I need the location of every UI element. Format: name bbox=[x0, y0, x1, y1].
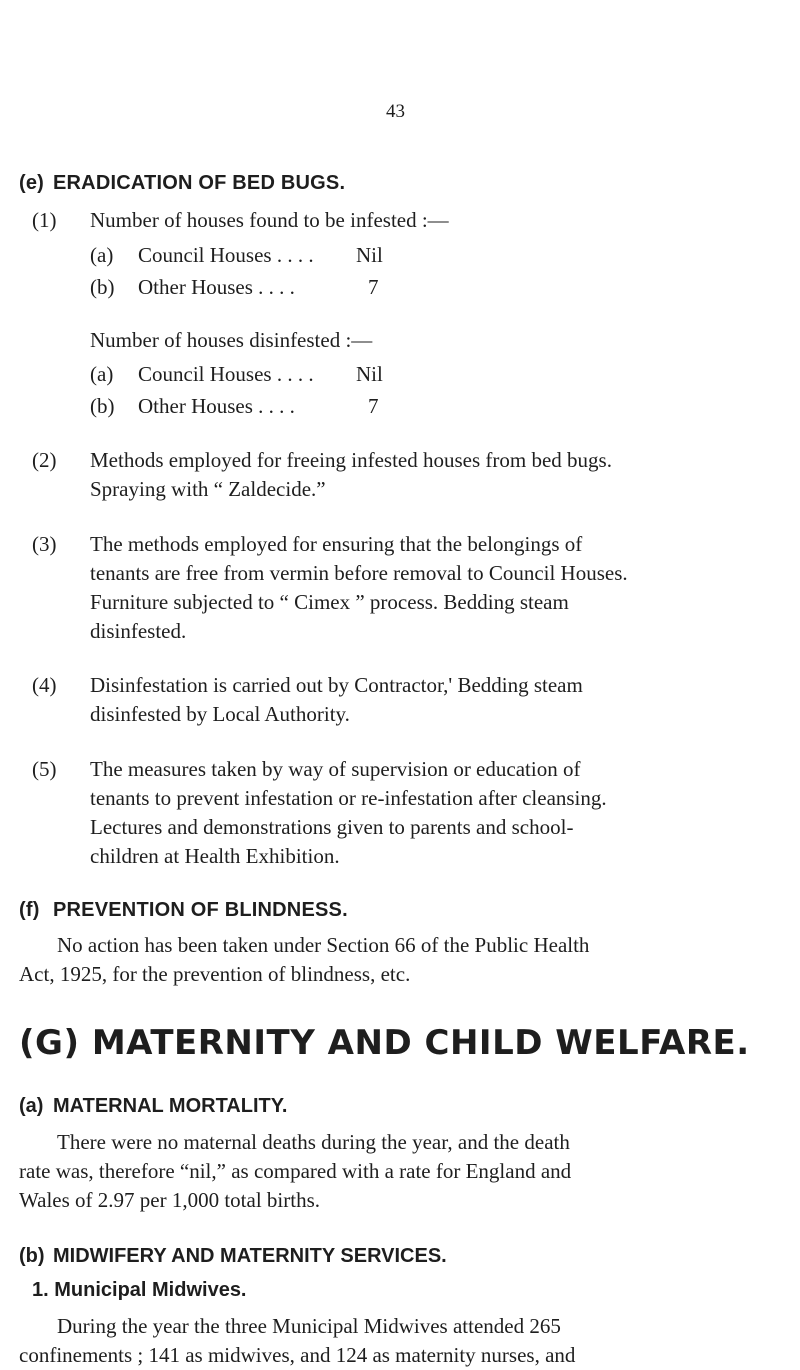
section-g-a-title: MATERNAL MORTALITY. bbox=[53, 1095, 288, 1117]
item-5-line-1: The measures taken by way of supervision or education of bbox=[90, 757, 581, 781]
section-f-line-2: Act, 1925, for the prevention of blindness, etc. bbox=[19, 962, 411, 986]
item-2-line-1: Methods employed for freeing infested houses from bed bugs. bbox=[90, 448, 612, 472]
item-4-number: (4) bbox=[32, 673, 57, 697]
disinfested-row-b-value: 7 bbox=[368, 394, 379, 418]
disinfested-row-a-value: Nil bbox=[356, 362, 383, 386]
section-e-label: (e) bbox=[19, 172, 45, 194]
section-e-heading bbox=[19, 172, 345, 195]
item-3-line-4: disinfested. bbox=[90, 619, 187, 643]
item-4-line-1: Disinfestation is carried out by Contractor,' Bedding steam bbox=[90, 673, 583, 697]
municipal-midwives-heading: 1. Municipal Midwives. bbox=[32, 1279, 247, 1301]
section-f-title: PREVENTION OF BLINDNESS. bbox=[53, 899, 348, 921]
item-2-number: (2) bbox=[32, 448, 57, 472]
section-g-b-title: MIDWIFERY AND MATERNITY SERVICES. bbox=[53, 1245, 447, 1267]
disinfested-row-a-name: Council Houses . . . . bbox=[138, 362, 314, 386]
section-g-a-line-2: rate was, therefore “nil,” as compared with a rate for England and bbox=[19, 1159, 572, 1183]
section-g-a-label: (a) bbox=[19, 1095, 44, 1117]
disinfested-row-a-label: (a) bbox=[90, 362, 114, 386]
section-g-b-line-2: confinements ; 141 as midwives, and 124 as maternity nurses, and bbox=[19, 1343, 576, 1367]
page-number: 43 bbox=[386, 101, 405, 122]
section-f-label: (f) bbox=[19, 899, 40, 921]
item-3-number: (3) bbox=[32, 532, 57, 556]
section-g-a-line-3: Wales of 2.97 per 1,000 total births. bbox=[19, 1188, 321, 1212]
infested-row-a-value: Nil bbox=[356, 243, 383, 267]
item-5-line-4: children at Health Exhibition. bbox=[90, 844, 340, 868]
item-5-line-2: tenants to prevent infestation or re-infestation after cleansing. bbox=[90, 786, 607, 810]
item-4-line-2: disinfested by Local Authority. bbox=[90, 702, 350, 726]
infested-row-a-name: Council Houses . . . . bbox=[138, 243, 314, 267]
infested-row-b bbox=[90, 273, 379, 302]
item-5-number: (5) bbox=[32, 757, 57, 781]
disinfested-row-b bbox=[90, 392, 379, 421]
disinfested-intro: Number of houses disinfested :— bbox=[90, 328, 373, 352]
item-5-line-3: Lectures and demonstrations given to parents and school- bbox=[90, 815, 574, 839]
section-g-heading: (G) MATERNITY AND CHILD WELFARE. bbox=[19, 1023, 750, 1063]
disinfested-row-b-name: Other Houses . . . . bbox=[138, 394, 295, 418]
section-g-b-label: (b) bbox=[19, 1245, 45, 1267]
item-3-line-1: The methods employed for ensuring that the belongings of bbox=[90, 532, 583, 556]
item-2-line-2: Spraying with “ Zaldecide.” bbox=[90, 477, 326, 501]
section-g-a-line-1: There were no maternal deaths during the year, and the death bbox=[57, 1130, 570, 1154]
section-g-b-heading bbox=[19, 1245, 447, 1268]
item-3-line-2: tenants are free from vermin before removal to Council Houses. bbox=[90, 561, 628, 585]
section-f-line-1: No action has been taken under Section 66 of the Public Health bbox=[57, 933, 590, 957]
disinfested-row-a bbox=[90, 360, 383, 389]
infested-row-b-name: Other Houses . . . . bbox=[138, 275, 295, 299]
section-g-a-heading bbox=[19, 1095, 287, 1118]
infested-row-a-label: (a) bbox=[90, 243, 114, 267]
item-1-intro: Number of houses found to be infested :— bbox=[90, 208, 449, 232]
item-3-line-3: Furniture subjected to “ Cimex ” process. Bedding steam bbox=[90, 590, 569, 614]
section-g-b-line-1: During the year the three Municipal Midwives attended 265 bbox=[57, 1314, 561, 1338]
infested-row-b-label: (b) bbox=[90, 275, 115, 299]
section-f-heading bbox=[19, 899, 348, 922]
disinfested-row-b-label: (b) bbox=[90, 394, 115, 418]
infested-row-a bbox=[90, 241, 383, 270]
item-1-number: (1) bbox=[32, 208, 57, 232]
section-e-title: ERADICATION OF BED BUGS. bbox=[53, 172, 346, 194]
infested-row-b-value: 7 bbox=[368, 275, 379, 299]
